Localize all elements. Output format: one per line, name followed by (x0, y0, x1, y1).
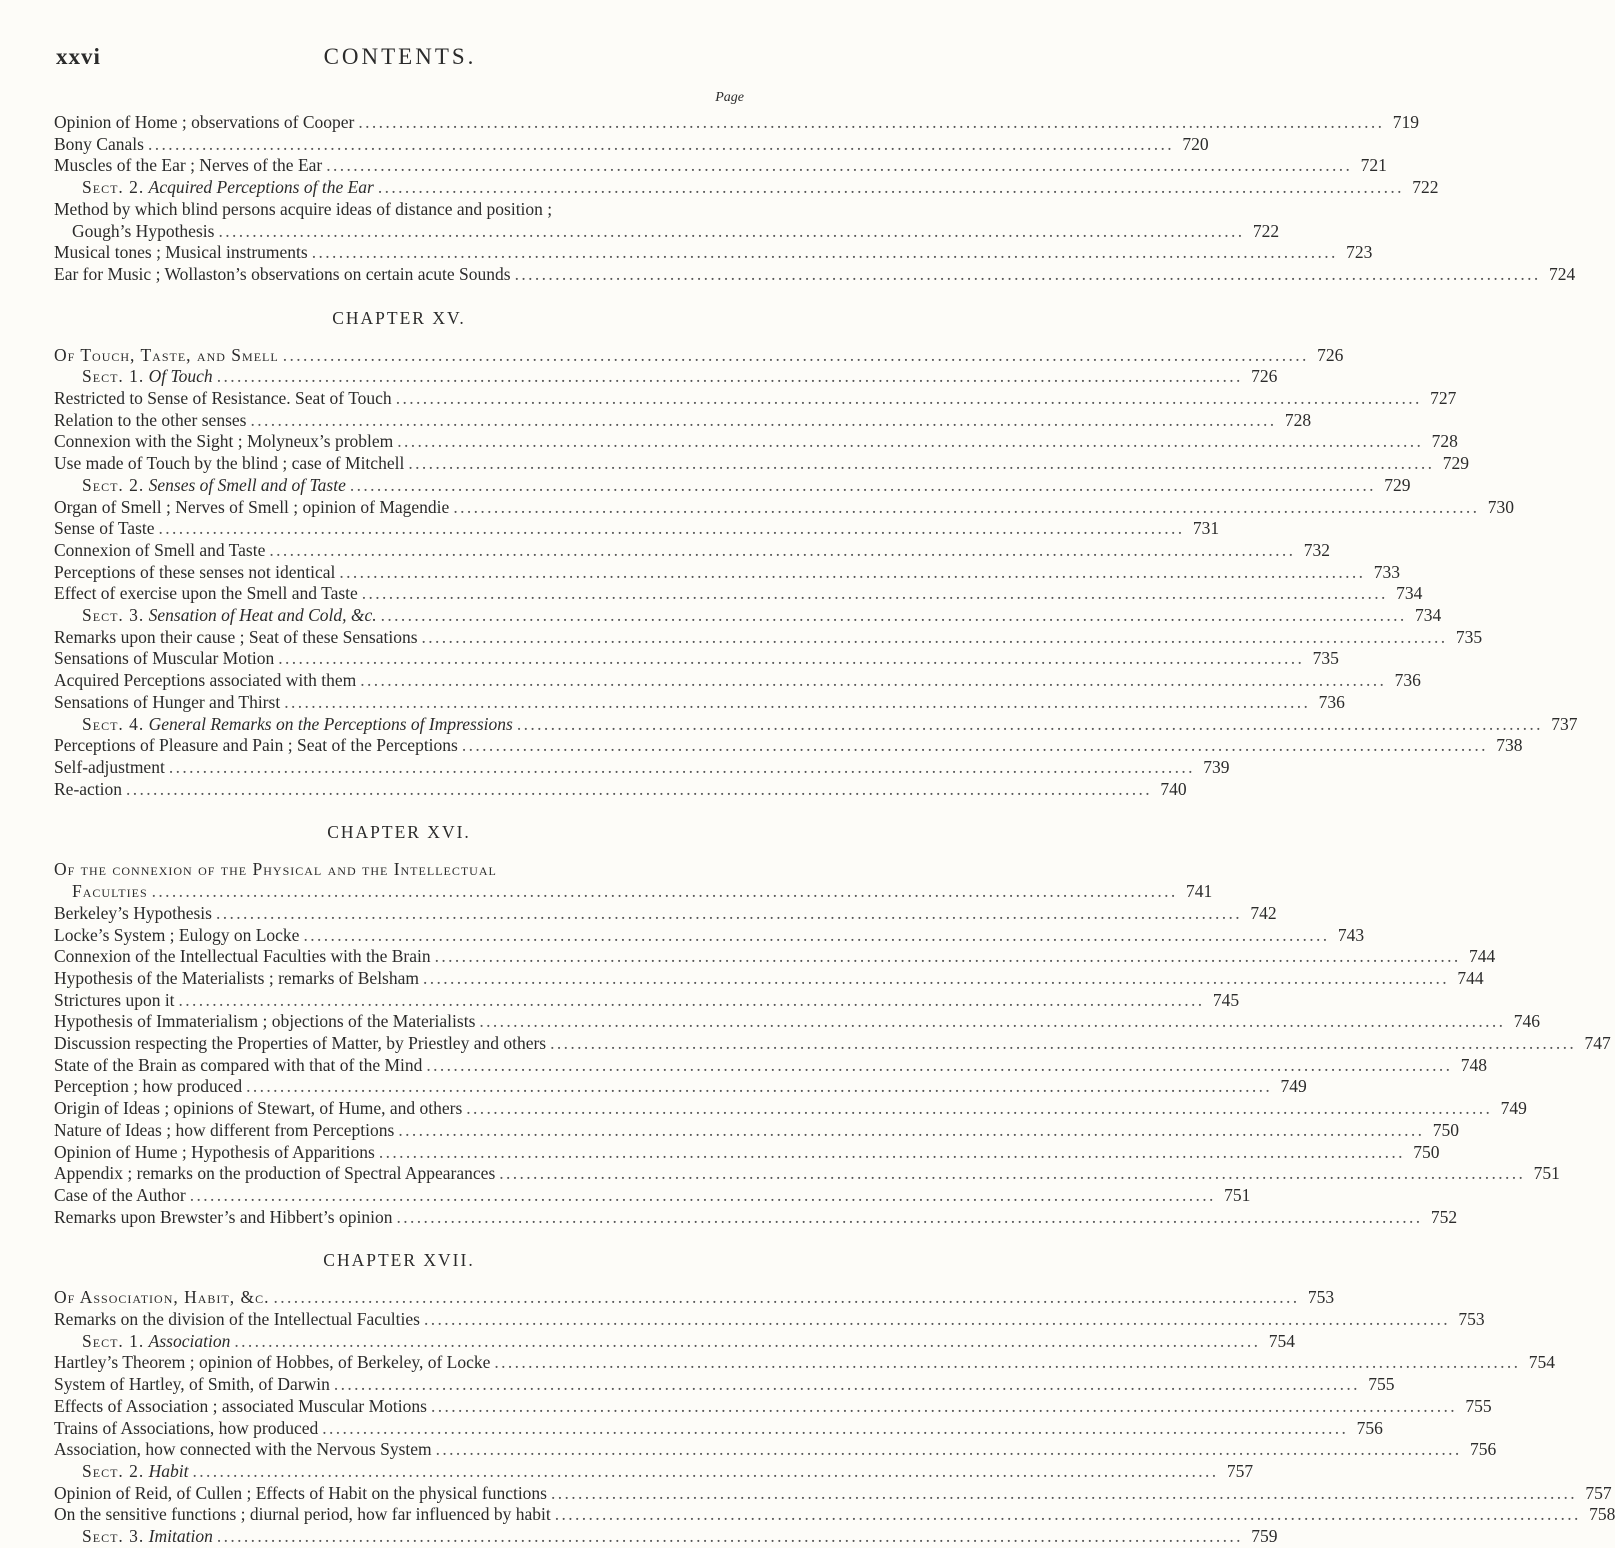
leader-dots (436, 1439, 1459, 1461)
toc-entry (54, 1098, 1527, 1120)
entry-title (54, 177, 374, 199)
entry-title (54, 605, 377, 627)
page-number: 748 (1460, 1054, 1488, 1075)
entry-title: Opinion of Home ; observations of Cooper (54, 112, 355, 132)
toc-entry (54, 735, 1523, 757)
section-title: Acquired Perceptions of the Ear (148, 177, 374, 198)
page-number: 739 (1203, 756, 1230, 777)
entry-title: Strictures upon it (54, 989, 175, 1010)
leader-dots (303, 925, 1326, 947)
leader-dots (424, 1309, 1447, 1331)
entry-title: Musical tones ; Musical instruments (54, 242, 308, 263)
toc-entry (54, 967, 1484, 990)
page-number: 759 (1251, 1526, 1278, 1547)
entry-title: System of Hartley, of Smith, of Darwin (54, 1374, 330, 1395)
entry-title: Opinion of Reid, of Cullen ; Effects of Habit on the physical functions (54, 1482, 547, 1503)
chapter-subject: Of Association, Habit, &c. (54, 1287, 270, 1308)
entry-title: Nature of Ideas ; how different from Perceptions (54, 1119, 395, 1140)
page-number: 744 (1469, 946, 1496, 967)
leader-dots (462, 735, 1485, 757)
entry-title: Muscles of the Ear ; Nerves of the Ear (54, 155, 323, 176)
page-number: 738 (1496, 735, 1523, 756)
leader-dots (126, 779, 1149, 801)
chapter-subject: Faculties (72, 881, 148, 902)
toc-entry (54, 1395, 1492, 1418)
entry-title: Perceptions of Pleasure and Pain ; Seat of the Perceptions (54, 735, 458, 756)
leader-dots (148, 134, 1171, 156)
page-number: 755 (1368, 1374, 1395, 1395)
page-number: 722 (1412, 177, 1439, 198)
leader-dots (431, 1396, 1454, 1418)
entry-title (54, 475, 346, 497)
leader-dots (339, 562, 1362, 584)
page-number: 729 (1442, 453, 1469, 474)
leader-dots (517, 714, 1540, 736)
leader-dots (435, 946, 1458, 968)
toc-entry (54, 1206, 1458, 1229)
leader-dots (269, 540, 1292, 562)
section-number: Sect. 3. (82, 1526, 145, 1547)
table-of-contents (54, 112, 1615, 1548)
entry-title: Sensations of Hunger and Thirst (54, 691, 281, 712)
page-title: CONTENTS. (323, 44, 477, 69)
toc-entry (54, 496, 1514, 519)
leader-dots (551, 1483, 1574, 1505)
toc-entry (54, 946, 1496, 968)
leader-dots (350, 475, 1373, 497)
page-number: 750 (1413, 1141, 1440, 1162)
entry-title (54, 366, 213, 388)
page-number: 743 (1337, 924, 1365, 945)
section-title: Habit (148, 1460, 189, 1481)
entry-title: Effects of Association ; associated Muscular Motions (54, 1395, 427, 1416)
leader-dots (322, 1418, 1345, 1440)
leader-dots (358, 112, 1381, 134)
entry-title: Self-adjustment (54, 756, 165, 777)
page-number: 757 (1585, 1482, 1612, 1503)
toc-entry (54, 220, 1280, 243)
leader-dots (283, 345, 1306, 367)
toc-entry (54, 539, 1330, 562)
leader-dots (362, 583, 1385, 605)
leader-dots (169, 757, 1192, 779)
entry-title: Appendix ; remarks on the production of Spectral Appearances (54, 1163, 496, 1184)
page-number: 737 (1551, 713, 1578, 734)
leader-dots (396, 1207, 1419, 1229)
page-number: 727 (1430, 388, 1457, 409)
toc-entry (54, 1033, 1611, 1055)
chapter-heading: CHAPTER XVII. (323, 1250, 475, 1271)
entry-title: On the sensitive functions ; diurnal period, how far influenced by habit (54, 1504, 551, 1525)
entry-title: Perception ; how produced (54, 1076, 243, 1097)
entry-title: Remarks upon their cause ; Seat of these Sensations (54, 626, 418, 647)
entry-title: Sensations of Muscular Motion (54, 648, 275, 669)
page-number: 756 (1470, 1439, 1497, 1460)
page-number: 753 (1458, 1309, 1485, 1330)
toc-entry (54, 1526, 1278, 1548)
leader-dots (152, 881, 1175, 903)
toc-entry (54, 388, 1457, 410)
page-number: 749 (1280, 1076, 1307, 1097)
entry-title: Connexion of Smell and Taste (54, 539, 266, 560)
page-number: 754 (1268, 1330, 1295, 1351)
toc-entry (54, 648, 1339, 670)
page-number: 744 (1457, 967, 1484, 988)
toc-entry-line (54, 859, 744, 881)
entry-title: Method by which blind persons acquire ideas of distance and position ; (54, 198, 553, 219)
page-number: 745 (1212, 989, 1240, 1010)
page-number: 736 (1318, 691, 1345, 712)
toc-entry (54, 1439, 1497, 1461)
entry-title: Acquired Perceptions associated with them (54, 670, 357, 691)
entry-title: Perceptions of these senses not identical (54, 561, 336, 582)
page-number: 736 (1394, 670, 1421, 691)
toc-entry (54, 778, 1187, 801)
toc-entry (54, 561, 1401, 584)
page-number: 734 (1415, 605, 1442, 626)
leader-dots (218, 221, 1241, 243)
toc-entry (54, 263, 1576, 286)
toc-entry (54, 902, 1277, 925)
page-number: 740 (1160, 778, 1187, 799)
page-number: 746 (1513, 1011, 1541, 1032)
page-number: 732 (1303, 539, 1330, 560)
leader-dots (378, 177, 1401, 199)
section-number: Sect. 2. (82, 1460, 145, 1481)
entry-title: Trains of Associations, how produced (54, 1417, 319, 1438)
page-number: 742 (1250, 902, 1277, 923)
toc-entry (54, 1141, 1440, 1164)
leader-dots (246, 1076, 1269, 1098)
page-number: 753 (1307, 1287, 1335, 1308)
entry-title: Ear for Music ; Wollaston’s observations on certain acute Sounds (54, 263, 511, 284)
page-number: 735 (1455, 626, 1483, 647)
page-number: 728 (1431, 431, 1458, 452)
leader-dots (274, 1287, 1297, 1309)
leader-dots (408, 453, 1431, 475)
toc-entry (54, 1119, 1459, 1142)
page-number: 755 (1465, 1395, 1492, 1416)
page-number: 752 (1430, 1206, 1458, 1227)
leader-dots (234, 1331, 1257, 1353)
toc-entry (54, 133, 1209, 156)
leader-dots (499, 1163, 1522, 1185)
entry-title: Association, how connected with the Nervous System (54, 1439, 432, 1460)
page-number: 757 (1226, 1460, 1254, 1481)
leader-dots (217, 366, 1240, 388)
leader-dots (555, 1504, 1578, 1526)
entry-title: Locke’s System ; Eulogy on Locke (54, 924, 300, 945)
leader-dots (278, 648, 1301, 670)
page-number: 750 (1432, 1119, 1459, 1140)
leader-dots (379, 1142, 1402, 1164)
leader-dots (381, 605, 1404, 627)
page-number: 721 (1360, 155, 1387, 176)
section-title: Imitation (148, 1526, 213, 1547)
toc-entry (54, 670, 1421, 692)
page-number: 756 (1356, 1417, 1383, 1438)
section-number: Sect. 2. (82, 474, 145, 495)
entry-title: Effect of exercise upon the Smell and Taste (54, 583, 358, 604)
toc-entry (54, 155, 1387, 177)
toc-entry (54, 756, 1230, 779)
section-title: Of Touch (148, 366, 213, 387)
toc-entry (54, 453, 1469, 475)
entry-title: State of the Brain as compared with that of the Mind (54, 1054, 423, 1075)
entry-title: Sense of Taste (54, 518, 155, 539)
entry-title: Re-action (54, 778, 123, 799)
entry-title: Hypothesis of the Materialists ; remarks of Belsham (54, 967, 419, 988)
page-number: 724 (1548, 263, 1576, 284)
page-number: 729 (1384, 474, 1411, 495)
section-number: Sect. 1. (82, 366, 145, 387)
entry-title (54, 881, 148, 903)
page-number: 747 (1584, 1033, 1611, 1054)
page-number: 726 (1251, 366, 1278, 387)
entry-title: Hypothesis of Immaterialism ; objections of the Materialists (54, 1011, 476, 1032)
toc-entry (54, 366, 1278, 388)
chapter-heading: CHAPTER XVI. (327, 822, 471, 843)
leader-dots (159, 518, 1182, 540)
toc-entry (54, 1184, 1251, 1207)
leader-dots (426, 1055, 1449, 1077)
toc-entry (54, 1417, 1383, 1440)
toc-entry (54, 474, 1411, 497)
leader-dots (397, 431, 1420, 453)
leader-dots (423, 968, 1446, 990)
entry-title: Relation to the other senses (54, 409, 247, 430)
toc-entry (54, 1287, 1335, 1309)
leader-dots (326, 155, 1349, 177)
leader-dots (360, 670, 1383, 692)
section-number: Sect. 3. (82, 605, 145, 626)
entry-title: Case of the Author (54, 1184, 186, 1205)
page-number: 723 (1346, 242, 1373, 263)
page-number: 722 (1252, 220, 1280, 241)
entry-title: Of the connexion of the Physical and the Intellectual (54, 859, 497, 880)
page-number: 751 (1224, 1184, 1251, 1205)
toc-entry-line (54, 199, 744, 221)
toc-entry (54, 691, 1345, 714)
leader-dots (217, 1526, 1240, 1548)
toc-entry (54, 1076, 1307, 1098)
leader-dots (494, 1352, 1517, 1374)
leader-dots (250, 410, 1273, 432)
toc-entry (54, 409, 1312, 432)
toc-entry (54, 713, 1578, 736)
page-number: 726 (1317, 344, 1344, 365)
leader-dots (334, 1374, 1357, 1396)
page-folio: xxvi (56, 44, 101, 69)
entry-title: Connexion with the Sight ; Molyneux’s problem (54, 431, 394, 452)
chapter-subject: Of Touch, Taste, and Smell (54, 344, 279, 365)
toc-entry (54, 242, 1373, 264)
leader-dots (190, 1185, 1213, 1207)
entry-title: Remarks on the division of the Intellectual Faculties (54, 1309, 420, 1330)
page-number: 733 (1373, 561, 1401, 582)
toc-entry (54, 1330, 1295, 1353)
section-title: General Remarks on the Perceptions of Impressions (148, 713, 513, 734)
page-number: 758 (1589, 1504, 1615, 1525)
section-title: Sensation of Heat and Cold, &c. (148, 605, 377, 626)
entry-title (54, 714, 513, 736)
toc-entry (54, 1504, 1615, 1526)
entry-title: Remarks upon Brewster’s and Hibbert’s opinion (54, 1206, 393, 1227)
leader-dots (396, 388, 1419, 410)
leader-dots (453, 497, 1476, 519)
section-number: Sect. 1. (82, 1330, 145, 1351)
leader-dots (422, 627, 1445, 649)
page-number: 751 (1533, 1163, 1560, 1184)
toc-entry (54, 112, 1419, 134)
entry-title: Hartley’s Theorem ; opinion of Hobbes, of Berkeley, of Locke (54, 1352, 491, 1373)
leader-dots (515, 264, 1538, 286)
entry-title (54, 1526, 213, 1548)
page-number: 749 (1500, 1098, 1527, 1119)
toc-entry (54, 583, 1423, 605)
leader-dots (193, 1461, 1216, 1483)
leader-dots (466, 1098, 1489, 1120)
page-number: 754 (1528, 1352, 1556, 1373)
entry-title: Origin of Ideas ; opinions of Stewart, of Hume, and others (54, 1098, 463, 1119)
toc-entry (54, 1352, 1556, 1374)
toc-entry (54, 626, 1483, 649)
toc-entry (54, 1054, 1488, 1077)
page-number: 731 (1192, 518, 1220, 539)
toc-entry (54, 1482, 1612, 1505)
entry-title: Use made of Touch by the blind ; case of Mitchell (54, 453, 405, 474)
entry-title: Connexion of the Intellectual Faculties with the Brain (54, 946, 431, 967)
page-number: 730 (1487, 496, 1514, 517)
page-column-label: Page (715, 90, 744, 105)
toc-entry (54, 518, 1220, 540)
running-head (56, 44, 744, 74)
page-number: 735 (1312, 648, 1339, 669)
section-number: Sect. 2. (82, 177, 145, 198)
toc-entry (54, 177, 1439, 199)
page-number: 720 (1182, 133, 1209, 154)
section-number: Sect. 4. (82, 713, 145, 734)
section-title: Senses of Smell and of Taste (148, 474, 346, 495)
toc-entry (54, 881, 1213, 903)
entry-title: Bony Canals (54, 133, 144, 154)
toc-entry (54, 344, 1344, 367)
entry-title: Gough’s Hypothesis (72, 220, 215, 241)
leader-dots (179, 990, 1202, 1012)
entry-title: Berkeley’s Hypothesis (54, 902, 212, 923)
entry-title (54, 345, 279, 367)
entry-title: Restricted to Sense of Resistance. Seat of Touch (54, 388, 392, 409)
leader-dots (312, 242, 1335, 264)
leader-dots (398, 1120, 1421, 1142)
toc-entry (54, 1374, 1395, 1396)
entry-title (54, 1461, 189, 1483)
page-number: 719 (1392, 112, 1419, 132)
chapter-heading: CHAPTER XV. (332, 307, 466, 328)
page-number: 734 (1396, 583, 1423, 604)
entry-title: Opinion of Hume ; Hypothesis of Apparitions (54, 1141, 375, 1162)
section-title: Association (148, 1330, 231, 1351)
entry-title: Discussion respecting the Properties of Matter, by Priestley and others (54, 1033, 547, 1054)
leader-dots (550, 1033, 1573, 1055)
page-number: 741 (1186, 881, 1213, 902)
entry-title: Organ of Smell ; Nerves of Smell ; opinion of Magendie (54, 496, 450, 517)
page-number: 728 (1284, 409, 1312, 430)
entry-title (54, 1331, 230, 1353)
toc-entry (54, 431, 1458, 453)
toc-entry (54, 605, 1442, 627)
toc-entry (54, 924, 1365, 947)
toc-entry (54, 989, 1240, 1012)
toc-entry (54, 1460, 1254, 1483)
leader-dots (479, 1011, 1502, 1033)
toc-entry (54, 1011, 1541, 1033)
entry-title (54, 1287, 270, 1309)
toc-entry (54, 1309, 1485, 1331)
leader-dots (284, 692, 1307, 714)
leader-dots (216, 903, 1239, 925)
toc-entry (54, 1163, 1560, 1185)
